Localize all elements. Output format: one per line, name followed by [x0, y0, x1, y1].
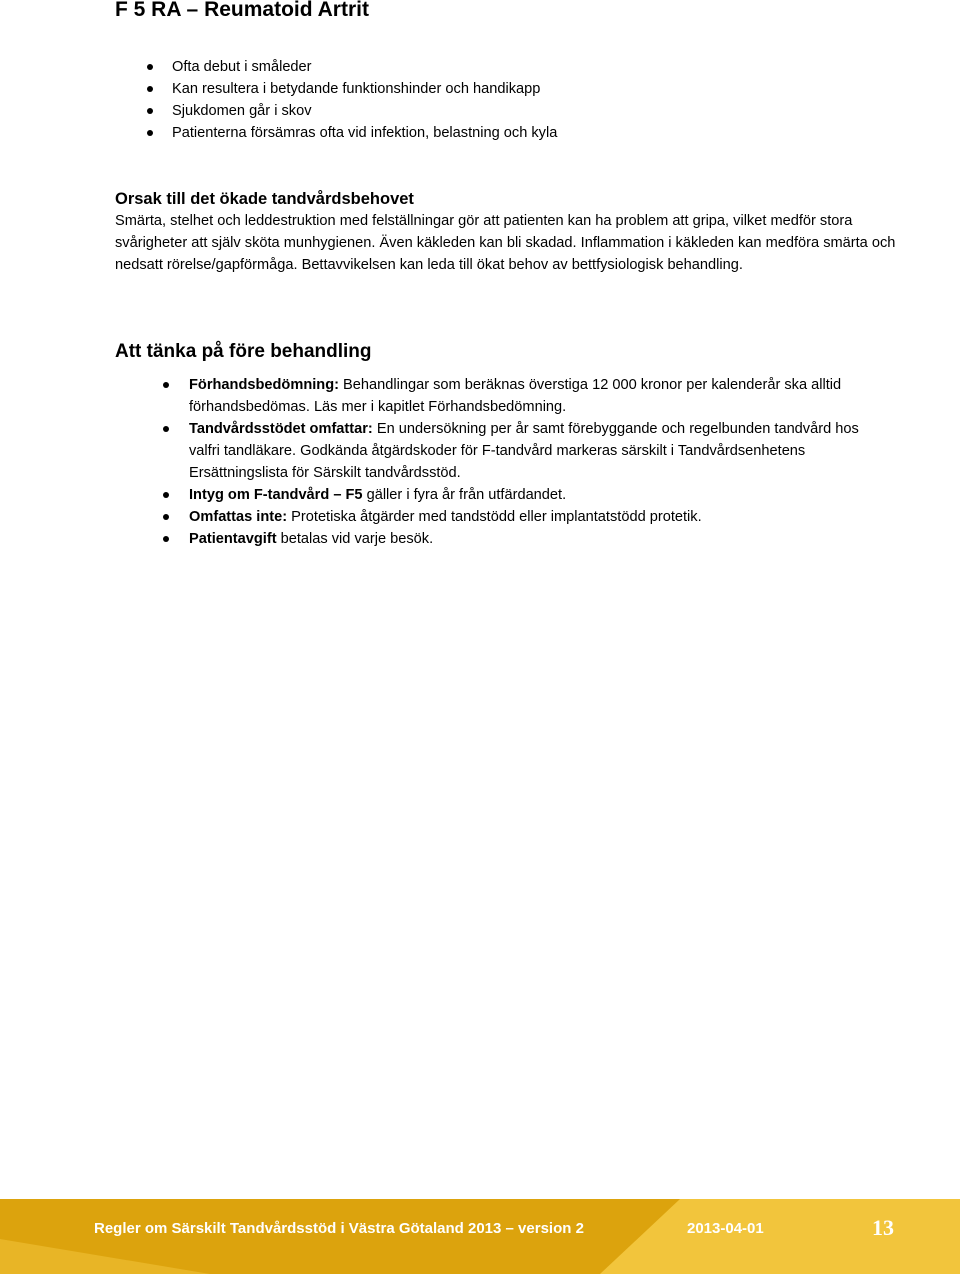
- before-treatment-heading: Att tänka på före behandling: [115, 341, 372, 362]
- list-item: Ofta debut i småleder: [172, 56, 557, 78]
- page-footer: [0, 1199, 960, 1274]
- before-treatment-list: [189, 374, 889, 550]
- page-title: F 5 RA – Reumatoid Artrit: [115, 0, 369, 21]
- symptom-list: [172, 56, 557, 144]
- list-item-label: Tandvårdsstödet omfattar:: [189, 421, 373, 437]
- list-item-label: Förhandsbedömning:: [189, 377, 339, 393]
- list-item: Sjukdomen går i skov: [172, 100, 557, 122]
- cause-heading: Orsak till det ökade tandvårdsbehovet: [115, 190, 414, 208]
- list-item-text: En undersökning per år samt förebyggande och regelbunden tandvård hos valfri tandläkare. Godkända åtgärdskoder för F-tandvård markeras särskilt i Tandvårdsenhetens Ersättningslista för Särskilt tandvårdsstöd.: [189, 421, 859, 481]
- list-item: [189, 418, 889, 484]
- footer-date: 2013-04-01: [687, 1220, 764, 1237]
- list-item: Kan resultera i betydande funktionshinder och handikapp: [172, 78, 557, 100]
- list-item-label: Omfattas inte:: [189, 509, 288, 525]
- list-item-text: Protetiska åtgärder med tandstödd eller implantatstödd protetik.: [287, 509, 702, 525]
- list-item-label: Intyg om F-tandvård – F5: [189, 487, 363, 503]
- list-item: Patienterna försämras ofta vid infektion, belastning och kyla: [172, 122, 557, 144]
- list-item: [189, 528, 889, 550]
- footer-document-title: Regler om Särskilt Tandvårdsstöd i Västra Götaland 2013 – version 2: [94, 1220, 584, 1237]
- list-item-text: Behandlingar som beräknas överstiga 12 000 kronor per kalenderår ska alltid förhandsbedömas. Läs mer i kapitlet Förhandsbedömning.: [189, 377, 842, 415]
- list-item-label: Patientavgift: [189, 531, 277, 547]
- list-item-text: gäller i fyra år från utfärdandet.: [362, 487, 567, 503]
- cause-paragraph: Smärta, stelhet och leddestruktion med felställningar gör att patienten kan ha problem att gripa, vilket medför stora svårigheter att själv sköta munhygienen. Även käkleden kan bli skadad. Inflammation i käkleden kan medföra smärta och nedsatt rörelse/gapförmåga. Bettavvikelsen kan leda till ökat behov av bettfysiologisk behandling.: [115, 213, 896, 273]
- page-number: 13: [872, 1215, 894, 1240]
- list-item: [189, 484, 889, 506]
- list-item-text: betalas vid varje besök.: [276, 531, 434, 547]
- list-item: [189, 374, 889, 418]
- list-item: [189, 506, 889, 528]
